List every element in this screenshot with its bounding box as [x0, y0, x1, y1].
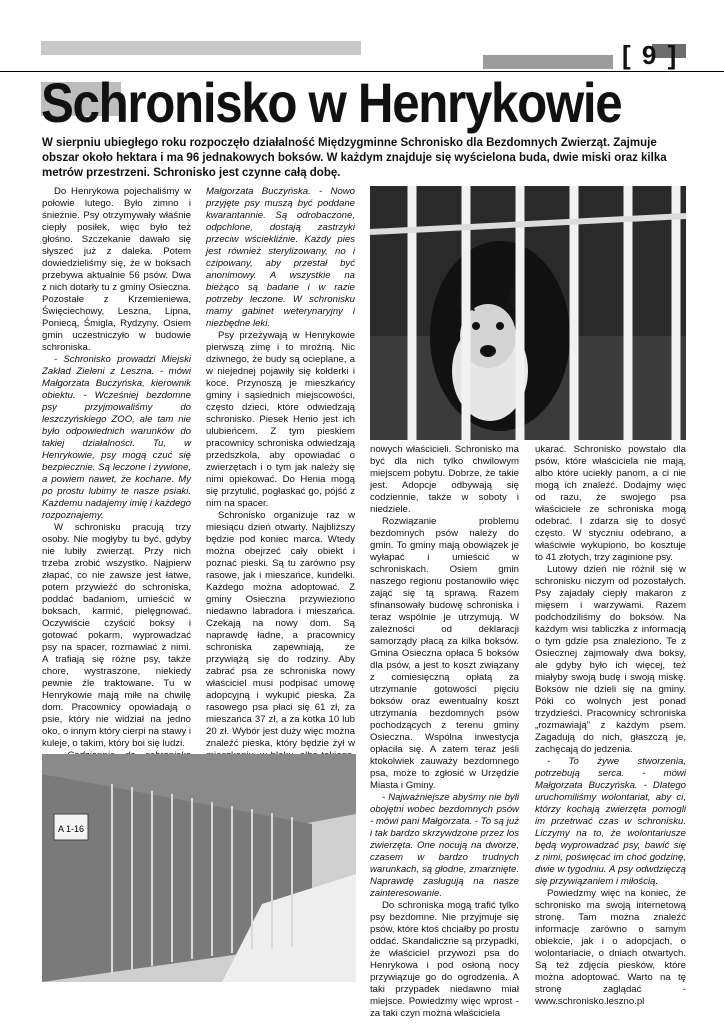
- paragraph: Psy przeżywają w Henrykowie pierwszą zimę i to mroźną. Nic dziwnego, że budy są ocieplane, a w niejednej pojawiły się kołderki i koce. Przynoszą je mieszkańcy gminy i sąsiednich miejscowości, często dzieci, które odwiedzają schronisko. Piesek Henio jest ich ulubieńcem. Z tym pieskiem pracownicy schroniska odwiedzają przedszkola, aby opowiadać o zwierzętach i o tym jak należy się nimi opiekować. Do Henia mogą się przytulić, pogłaskać go, pójść z nim na spacer.: [206, 330, 355, 509]
- paragraph: Rozwiązanie problemu bezdomnych psów należy do gmin. To gminy mają obowiązek je wyłapać i umieścić w schroniskach. Osiem gmin naszego regionu postanowiło więc zająć się tą sprawą. Razem sfinansowały budowę schroniska i teraz wspólnie je utrzymują. W zależności od deklaracji samorządy płacą za kilka boksów. Gmina Osieczna opłaca 5 boksów dla psów, a jest to koszt związany z comiesięczną opłatą za utrzymanie gotowości pięciu boksów oraz ewentualny koszt utrzymania bezdomnych psów pochodzących z terenu gminy Osieczna. Wspólna inwestycja opłaciła się. A zatem teraz jeśli ktokolwiek zauważy bezdomnego psa, może to zgłosić w Urzędzie Miasta i Gminy.: [370, 516, 519, 791]
- paragraph: - To żywe stworzenia, potrzebują serca. - mówi Małgorzata Buczyńska. - Dlatego uruchomiliśmy wolontariat, aby ci, którzy kochają zwierzęta pomogli im przetrwać czas w schronisku. Liczymy na to, że wolontariusze będą wyprowadzać psy, bawić się z nimi, poświęcać im choć godzinę, dwie w tygodniu. A psy odwdzięczą się przywiązaniem i miłością.: [535, 756, 686, 887]
- header-decor-bar-left: [41, 41, 361, 55]
- paragraph: Do Henrykowa pojechaliśmy w połowie lutego. Było zimno i śnieżnie. Psy otrzymywały właśnie ciepły posiłek, więc było też głośno. Szczekanie dawało się słyszeć już z daleka. Potem dowiedzieliśmy się, że w boksach przebywa aktualnie 56 psów. Dwa z nich dotarły tu z gminy Osieczna. Pozostałe z Krzemieniewa, Święciechowy, Leszna, Lipna, Poniecą, Śmigla, Rydzyny. Osiem gmin uczestniczyło w budowie schroniska.: [42, 186, 191, 353]
- text-column-3: [370, 444, 519, 1019]
- paragraph: - Schronisko prowadzi Miejski Zakład Zieleni z Leszna. - mówi Małgorzata Buczyńska, kierownik obiektu. - Wcześniej bezdomne psy przyjmowaliśmy do leszczyńskiego ZOO, ale tam nie było odpowiednich warunków do takiej działalności. Tu, w Henrykowie, psy mogą czuć się bezpiecznie. Są leczone i żywione, a powiem nawet, że kochane. My po prostu lubimy te nasze psiaki. Każdemu nadajemy imię i każdego rozpoznajemy.: [42, 354, 191, 521]
- text-column-4: [535, 444, 686, 1007]
- article-title: Schronisko w Henrykowie: [41, 71, 622, 134]
- dog-behind-bars-photo: [370, 186, 686, 440]
- paragraph: Lutowy dzień nie różnił się w schronisku niczym od pozostałych. Psy zajadały ciepły makaron z mięsem i warzywami. Razem podchodziliśmy do boksów. Na każdym wisi tabliczka z informacją o tym gdzie psa znaleziono. Te z Osiecznej zajmowały dwa boksy, ale gdyby było ich więcej, też miałyby swoją budę i swoją miskę. Boksów nie dzieli się na gminy. Póki co wolnych jest ponad trzydzieści. Pracownicy schroniska „rozmawiają” z każdym psem. Zagadują do nich, głaszczą je, zachęcają do jedzenia.: [535, 564, 686, 755]
- paragraph: ukarać. Schronisko powstało dla psów, które właściciela nie mają, albo które uciekły panom, a ci nie mogą ich znaleźć. Dodajmy więc od razu, że swojego psa właściciele ze schroniska mogą odebrać. I zdarza się to dosyć często. W styczniu odebrano, a właściwie wykupiono, bo kosztuje to 41 złotych, trzy zaginione psy.: [535, 444, 686, 563]
- article-lead: W sierpniu ubiegłego roku rozpoczęło działalność Międzygminne Schronisko dla Bezdomnych Zwierząt. Zajmuje obszar około hektara i ma 96 jednakowych boksów. W każdym znajduje się wyścielona buda, dwie miski oraz kilka metrów przestrzeni. Schronisko jest czynne całą dobę.: [42, 137, 667, 179]
- page-number: [ 9 ]: [622, 40, 679, 70]
- paragraph: Powiedzmy więc na koniec, że schronisko ma swoją internetową stronę. Tam można znaleźć informacje zarówno o samym obiekcie, jak i o adopcjach, o wolontariacie, o dniach otwartych. Są też zdjęcia piesków, które można adoptować. Warto na tę stronę zaglądać - www.schronisko.leszno.pl: [535, 888, 686, 1007]
- text-column-2: [206, 186, 355, 776]
- paragraph: - Najważniejsze abyśmy nie byli obojętni wobec bezdomnych psów - mówi pani Małgorzata. - To są już i tak bardzo skrzywdzone przez los zwierzęta. One nocują na dworze, czasem w bardzo trudnych warunkach, są głodne, zmarznięte. Naprawdę zasługują na nasze zainteresowanie.: [370, 792, 519, 899]
- paragraph: Schronisko organizuje raz w miesiącu dzień otwarty. Najbliższy będzie pod koniec marca. Wtedy można obejrzeć cały obiekt i poznać pieski. Są tu zarówno psy rasowe, jak i mieszańce, kundelki. Każdego można adoptować. Z gminy Osieczna przywieziono niedawno labradora i mieszańca. Czekają na nowy dom. Są naprawdę ładne, a pracownicy schroniska zapewniają, że przywiążą się do rodziny. Aby zabrać psa ze schroniska nowy właściciel musi podpisać umowę adopcyjną i wykupić pieska. Za rasowego psa płaci się 61 zł, za mieszańca 37 zł, a za kotka 10 lub 20 zł. Wybór jest duży więc można znaleźć pieska, który będzie żył w: [206, 510, 355, 749]
- kennel-boxes-photo: [42, 754, 356, 982]
- paragraph: Małgorzata Buczyńska. - Nowo przyjęte psy muszą być poddane kwarantannie. Są odrobaczone, odpchlone, dostają zastrzyki przeciw wściekliźnie. Każdy pies jest również sterylizowany, no i czipowany, aby przestał być anonimowy. A wszystkie na bieżąco są badane i w razie potrzeby leczone. W schronisku mamy gabinet weterynaryjny i niezbędne leki.: [206, 186, 355, 329]
- header-decor-bar-right: [483, 55, 613, 69]
- paragraph: Do schroniska mogą trafić tylko psy bezdomne. Nie przyjmuje się psów, które ktoś chciałby po prostu oddać. Skandaliczne są przypadki, że właściciel przywozi psa do Henrykowa i pod osłoną nocy przywiązuje go do ogrodzenia. A taki przypadek niedawno miał miejsce. Powiedzmy więc wprost - za taki czyn można właściciela: [370, 900, 519, 1019]
- paragraph: W schronisku pracują trzy osoby. Nie mogłyby tu być, gdyby nie lubiły zwierząt. Przy nich trzeba zrobić wszystko. Najpierw złapać, co nie zawsze jest łatwe, potem przywieźć do schroniska, poddać badaniom, umieścić w boksach, karmić, pielęgnować. Oczywiście czyścić boksy i gotować pokarm, wyprowadzać psy na spacer, rozmawiać z nimi. A trafiają się różne psy, także chore, wystraszone, niekiedy pewnie źle traktowane. Tu w Henrykowie mają miłe na chwilę dom. Pracownicy opowiadają o psie, który nie widział na jedno oko, o innym który cierpi na stawy i kuleje, o takim, który boi się ludzi.: [42, 522, 191, 749]
- paragraph: nowych właścicieli. Schronisko ma być dla nich tylko chwilowym miejscem pobytu. Dobrze, że takie jest. Adopcje odbywają się codziennie, także w soboty i niedziele.: [370, 444, 519, 515]
- text-column-1: [42, 186, 191, 749]
- kennel-sign: A 1-16: [57, 824, 85, 834]
